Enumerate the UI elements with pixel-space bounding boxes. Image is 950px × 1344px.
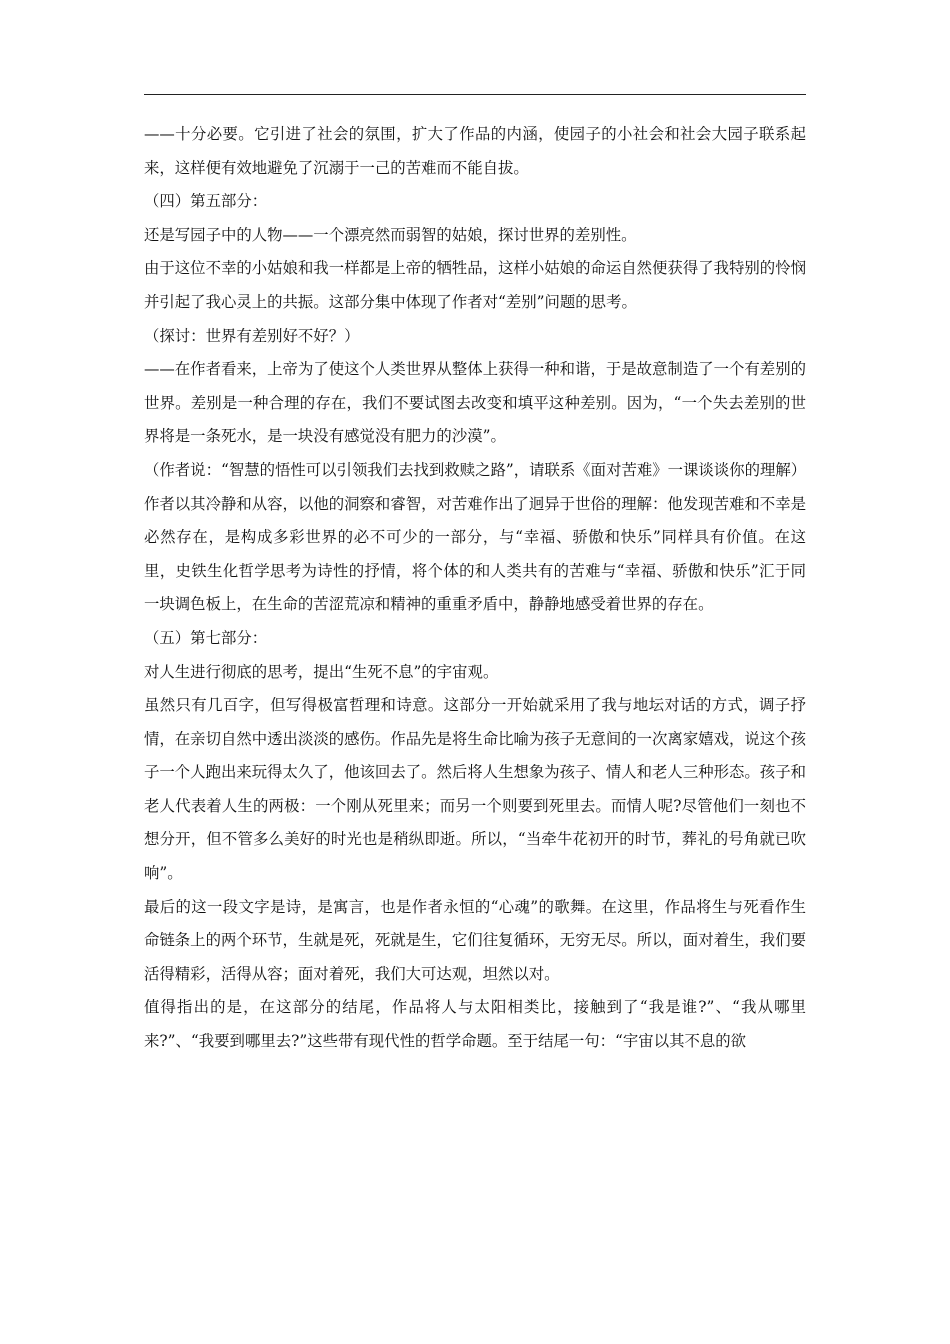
paragraph-intro-continuation: ——十分必要。它引进了社会的氛围，扩大了作品的内涵，使园子的小社会和社会大园子联系起来，这样便有效地避免了沉溺于一己的苦难而不能自拔。 xyxy=(144,125,806,177)
paragraph-part-five-summary: 还是写园子中的人物——一个漂亮然而弱智的姑娘，探讨世界的差别性。 xyxy=(144,225,637,244)
paragraph-girl-fate: 由于这位不幸的小姑娘和我一样都是上帝的牺牲品，这样小姑娘的命运自然便获得了我特别的怜悯并引起了我心灵上的共振。这部分集中体现了作者对“差别”问题的思考。 xyxy=(144,259,806,311)
header-divider xyxy=(144,94,806,95)
paragraph-suffering-understanding: 作者以其冷静和从容，以他的洞察和睿智，对苦难作出了迥异于世俗的理解：他发现苦难和不幸是必然存在，是构成多彩世界的必不可少的一部分，与“幸福、骄傲和快乐”同样具有价值。在这里，史铁生化哲学思考为诗性的抒情，将个体的和人类共有的苦难与“幸福、骄傲和快乐”汇于同一块调色板上，在生命的苦涩荒凉和精神的重重矛盾中，静静地感受着世界的存在。 xyxy=(144,494,806,614)
paragraph-ending-philosophy: 值得指出的是，在这部分的结尾，作品将人与太阳相类比，接触到了“我是谁?”、“我从哪里来?”、“我要到哪里去?”这些带有现代性的哲学命题。至于结尾一句：“宇宙以其不息的欲 xyxy=(144,998,806,1051)
paragraph-difference-answer: ——在作者看来，上帝为了使这个人类世界从整体上获得一种和谐，于是故意制造了一个有差别的世界。差别是一种合理的存在，我们不要试图去改变和填平这种差别。因为，“一个失去差别的世界将是一条死水，是一块没有感觉没有肥力的沙漠”。 xyxy=(144,360,806,446)
document-body xyxy=(144,118,806,1059)
discussion-question: （探讨：世界有差别好不好？） xyxy=(144,326,360,345)
section-heading-part-five: （四）第五部分： xyxy=(144,192,268,211)
paragraph-poem-life-death: 最后的这一段文字是诗，是寓言，也是作者永恒的“心魂”的歌舞。在这里，作品将生与死看作生命链条上的两个环节，生就是死，死就是生，它们往复循环，无穷无尽。所以，面对着生，我们要活得精彩，活得从容；面对着死，我们大可达观，坦然以对。 xyxy=(144,897,806,983)
discussion-prompt-wisdom: （作者说：“智慧的悟性可以引领我们去找到救赎之路”，请联系《面对苦难》一课谈谈你的理解） xyxy=(144,460,807,479)
paragraph-part-seven-summary: 对人生进行彻底的思考，提出“生死不息”的宇宙观。 xyxy=(144,662,499,681)
paragraph-life-metaphor: 虽然只有几百字，但写得极富哲理和诗意。这部分一开始就采用了我与地坛对话的方式，调子抒情，在亲切自然中透出淡淡的感伤。作品先是将生命比喻为孩子无意间的一次离家嬉戏，说这个孩子一个人跑出来玩得太久了，他该回去了。然后将人生想象为孩子、情人和老人三种形态。孩子和老人代表着人生的两极：一个刚从死里来；而另一个则要到死里去。而情人呢?尽管他们一刻也不想分开，但不管多么美好的时光也是稍纵即逝。所以，“当牵牛花初开的时节，葬礼的号角就已吹响”。 xyxy=(144,696,806,883)
section-heading-part-seven: （五）第七部分： xyxy=(144,628,268,647)
